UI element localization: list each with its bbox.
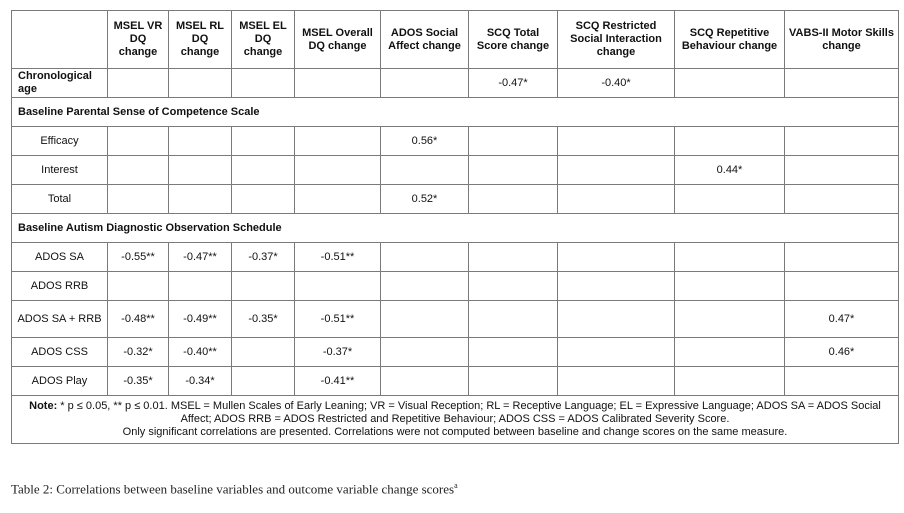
table-row	[12, 69, 899, 98]
table-row	[12, 243, 899, 272]
table-cell	[469, 367, 558, 396]
table-cell: 0.47*	[785, 301, 899, 338]
table-cell: -0.47**	[169, 243, 232, 272]
table-cell	[785, 69, 899, 98]
table-cell	[675, 272, 785, 301]
row-label: Chronological age	[12, 69, 108, 98]
table-cell	[381, 301, 469, 338]
table-cell	[785, 185, 899, 214]
table-cell: -0.41**	[295, 367, 381, 396]
table-cell	[785, 243, 899, 272]
row-label: Efficacy	[12, 127, 108, 156]
table-cell	[381, 69, 469, 98]
note-text-2: Only significant correlations are presented. Correlations were not computed between baseline and change scores on the same measure.	[122, 426, 788, 438]
table-cell	[469, 127, 558, 156]
table-cell	[169, 69, 232, 98]
table-cell	[232, 156, 295, 185]
table-cell	[108, 185, 169, 214]
table-row	[12, 156, 899, 185]
table-cell	[381, 272, 469, 301]
row-label: ADOS SA	[12, 243, 108, 272]
table-cell: -0.40*	[558, 69, 675, 98]
row-label: ADOS SA + RRB	[12, 301, 108, 338]
table-cell	[169, 272, 232, 301]
table-cell	[558, 272, 675, 301]
table-cell	[232, 127, 295, 156]
table-cell	[785, 272, 899, 301]
table-cell	[558, 185, 675, 214]
table-cell	[558, 127, 675, 156]
correlation-table	[11, 10, 899, 444]
table-cell	[108, 272, 169, 301]
table-cell	[232, 185, 295, 214]
table-cell	[785, 367, 899, 396]
table-cell	[469, 185, 558, 214]
table-cell: -0.34*	[169, 367, 232, 396]
table-cell	[381, 367, 469, 396]
table-cell	[381, 156, 469, 185]
table-cell	[469, 338, 558, 367]
table-cell: 0.46*	[785, 338, 899, 367]
table-cell	[469, 243, 558, 272]
table-cell	[558, 301, 675, 338]
table-note	[12, 396, 899, 444]
section-row	[12, 214, 899, 243]
table-cell	[675, 301, 785, 338]
table-cell	[558, 243, 675, 272]
table-cell	[169, 185, 232, 214]
table-cell	[108, 127, 169, 156]
header-cell: SCQ Repetitive Behaviour change	[675, 11, 785, 69]
table-cell	[295, 156, 381, 185]
table-cell	[469, 272, 558, 301]
caption-text: Correlations between baseline variables and outcome variable change scores	[56, 481, 455, 497]
row-label: ADOS CSS	[12, 338, 108, 367]
table-cell	[232, 367, 295, 396]
table-cell	[675, 127, 785, 156]
table-cell	[469, 156, 558, 185]
caption-label: Table 2:	[11, 481, 54, 497]
table-cell	[295, 272, 381, 301]
table-cell: -0.32*	[108, 338, 169, 367]
note-text: * p ≤ 0.05, ** p ≤ 0.01. MSEL = Mullen Scales of Early Leaning; VR = Visual Reception; RL = Receptive Language; EL = Expressive Language; ADOS SA = ADOS Social Affect; ADOS RRB = ADOS Restricted and Repetitive Behaviour; ADOS CSS = ADOS Calibrated Severity Score.	[60, 400, 881, 425]
row-label: Total	[12, 185, 108, 214]
table-cell: -0.51**	[295, 301, 381, 338]
header-cell: SCQ Restricted Social Interaction change	[558, 11, 675, 69]
header-cell: VABS-II Motor Skills change	[785, 11, 899, 69]
table-cell	[469, 301, 558, 338]
section-heading: Baseline Parental Sense of Competence Scale	[12, 98, 899, 127]
table-cell	[785, 127, 899, 156]
table-cell	[675, 367, 785, 396]
table-cell	[232, 272, 295, 301]
note-label: Note:	[29, 400, 58, 412]
table-cell	[558, 156, 675, 185]
table-row	[12, 367, 899, 396]
note-row	[12, 396, 899, 444]
table-cell	[295, 127, 381, 156]
table-cell	[108, 156, 169, 185]
table-cell: -0.37*	[295, 338, 381, 367]
table-cell: 0.44*	[675, 156, 785, 185]
header-cell: ADOS Social Affect change	[381, 11, 469, 69]
header-cell: MSEL VR DQ change	[108, 11, 169, 69]
table-cell	[232, 69, 295, 98]
table-cell	[169, 127, 232, 156]
table-cell	[675, 338, 785, 367]
table-cell	[558, 367, 675, 396]
table-cell: 0.52*	[381, 185, 469, 214]
table-cell	[108, 69, 169, 98]
header-cell: MSEL Overall DQ change	[295, 11, 381, 69]
table-cell	[675, 243, 785, 272]
table-cell	[381, 338, 469, 367]
table-cell: -0.55**	[108, 243, 169, 272]
table-cell: -0.48**	[108, 301, 169, 338]
table-cell	[785, 156, 899, 185]
table-cell	[232, 338, 295, 367]
section-heading: Baseline Autism Diagnostic Observation Schedule	[12, 214, 899, 243]
table-cell: -0.51**	[295, 243, 381, 272]
table-row	[12, 301, 899, 338]
header-cell: MSEL RL DQ change	[169, 11, 232, 69]
table-row	[12, 338, 899, 367]
table-cell	[675, 69, 785, 98]
table-cell	[381, 243, 469, 272]
table-cell: -0.35*	[232, 301, 295, 338]
table-caption	[11, 481, 458, 497]
table-cell: -0.47*	[469, 69, 558, 98]
table-cell	[169, 156, 232, 185]
row-label: ADOS Play	[12, 367, 108, 396]
table-cell	[675, 185, 785, 214]
table-row	[12, 185, 899, 214]
table-cell: -0.49**	[169, 301, 232, 338]
table-cell: -0.35*	[108, 367, 169, 396]
table-row	[12, 127, 899, 156]
table-cell	[558, 338, 675, 367]
header-cell	[12, 11, 108, 69]
table-row	[12, 272, 899, 301]
table-cell	[295, 185, 381, 214]
header-cell: SCQ Total Score change	[469, 11, 558, 69]
table-cell: 0.56*	[381, 127, 469, 156]
row-label: Interest	[12, 156, 108, 185]
header-cell: MSEL EL DQ change	[232, 11, 295, 69]
caption-superscript: a	[454, 481, 458, 490]
header-row	[12, 11, 899, 69]
table-cell: -0.37*	[232, 243, 295, 272]
table-cell: -0.40**	[169, 338, 232, 367]
row-label: ADOS RRB	[12, 272, 108, 301]
table-cell	[295, 69, 381, 98]
section-row	[12, 98, 899, 127]
